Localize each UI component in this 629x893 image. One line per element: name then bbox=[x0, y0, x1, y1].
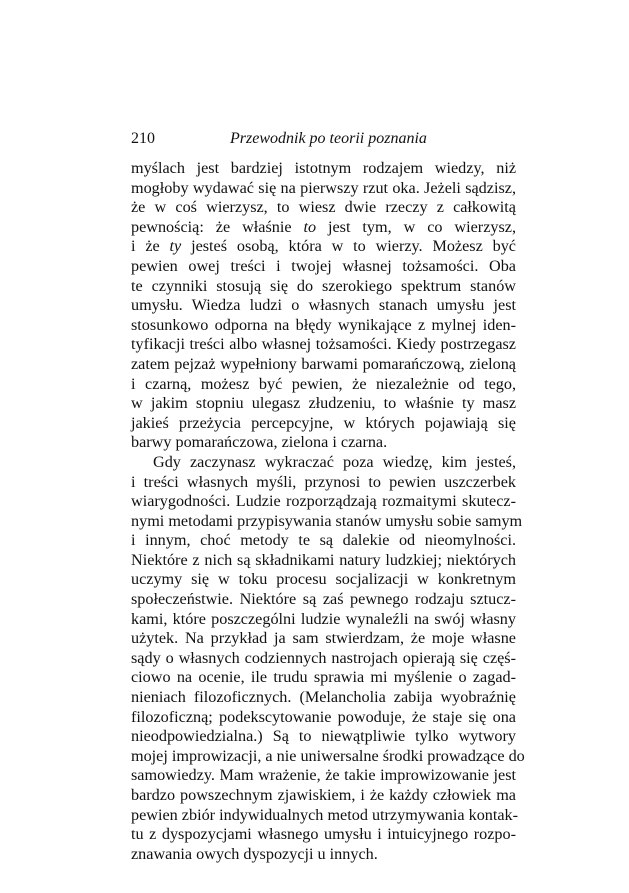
text-line: umysłu. Wiedza ludzi o własnych stanach umysłu jest bbox=[131, 296, 516, 315]
text-line: i treści własnych myśli, przynosi to pewien uszczerbek bbox=[131, 472, 516, 491]
text-line: wiarygodności. Ludzie rozporządzają rozmaitymi skutecz- bbox=[131, 492, 516, 511]
text-line: ciowo na ocenie, ile trudu sprawia mi myślenie o zagad- bbox=[131, 668, 516, 687]
text-line: stosunkowo odporna na błędy wynikające z mylnej iden- bbox=[131, 315, 516, 334]
text-line: kami, które poszczególni ludzie wynaleźli na swój własny bbox=[131, 609, 516, 628]
body-text bbox=[131, 159, 525, 864]
text-line: uczymy się w toku procesu socjalizacji w konkretnym bbox=[131, 570, 516, 589]
text-line: pewien owej treści i twojej własnej tożsamości. Oba bbox=[131, 256, 516, 275]
text-line: Gdy zaczynasz wykraczać poza wiedzę, kim jesteś, bbox=[153, 452, 516, 471]
text-line: mogłoby wydawać się na pierwszy rzut oka. Jeżeli sądzisz, bbox=[131, 178, 516, 197]
text-line: że w coś wierzysz, to wiesz dwie rzeczy z całkowitą bbox=[131, 198, 516, 217]
text-line: pewien zbiór indywidualnych metod utrzymywania kontak- bbox=[131, 805, 519, 824]
text-line: barwy pomarańczowa, zielona i czarna. bbox=[131, 433, 388, 452]
text-line: w jakim stopniu ulegasz złudzeniu, to właśnie ty masz bbox=[131, 394, 516, 413]
text-line: jakieś przeżycia percepcyjne, w których pojawiają się bbox=[131, 413, 516, 432]
text-line: nymi metodami przypisywania stanów umysłu sobie samym bbox=[131, 511, 523, 530]
text-line: myślach jest bardziej istotnym rodzajem wiedzy, niż bbox=[131, 159, 516, 177]
text-line: użytek. Na przykład ja sam stwierdzam, że moje własne bbox=[131, 629, 516, 648]
text-line: i że ty jesteś osobą, która w to wierzy. Możesz być bbox=[131, 237, 516, 256]
paragraph bbox=[131, 452, 525, 864]
text-line: tu z dyspozycjami własnego umysłu i intuicyjnego rozpo- bbox=[131, 825, 516, 844]
text-line: samowiedzy. Mam wrażenie, że takie improwizowanie jest bbox=[131, 766, 516, 785]
text-line: mojej improwizacji, a nie uniwersalne środki prowadzące do bbox=[131, 746, 525, 765]
text-line: tyfikacji treści albo własnej tożsamości. Kiedy postrzegasz bbox=[131, 335, 516, 354]
text-line: społeczeństwie. Niektóre są zaś pewnego rodzaju sztucz- bbox=[131, 590, 516, 609]
page-number: 210 bbox=[131, 130, 155, 147]
text-line: i czarną, możesz być pewien, że niezależnie od tego, bbox=[131, 374, 516, 393]
text-line: Niektóre z nich są składnikami natury ludzkiej; niektórych bbox=[131, 550, 516, 569]
running-title: Przewodnik po teorii poznania bbox=[230, 130, 427, 147]
paragraph bbox=[131, 159, 516, 453]
text-line: filozoficzną; podekscytowanie powoduje, że staje się ona bbox=[131, 707, 516, 726]
text-line: sądy o własnych codziennych nastrojach opierają się częś- bbox=[131, 648, 516, 667]
text-line: nieniach filozoficznych. (Melancholia zabija wyobraźnię bbox=[131, 688, 516, 707]
text-line: znawania owych dyspozycji u innych. bbox=[131, 844, 378, 863]
text-line: te czynniki stosują się do szerokiego spektrum stanów bbox=[131, 276, 516, 295]
text-line: zatem pejzaż wypełniony barwami pomarańczową, zieloną bbox=[131, 354, 516, 373]
running-head bbox=[131, 129, 516, 149]
text-line: pewnością: że właśnie to jest tym, w co wierzysz, bbox=[131, 217, 517, 236]
text-line: nieodpowiedzialna.) Są to niewątpliwie tylko wytwory bbox=[131, 727, 516, 746]
text-line: i innym, choć metody te są dalekie od nieomylności. bbox=[131, 531, 516, 550]
text-line: bardzo powszechnym zjawiskiem, i że każdy człowiek ma bbox=[131, 786, 516, 804]
